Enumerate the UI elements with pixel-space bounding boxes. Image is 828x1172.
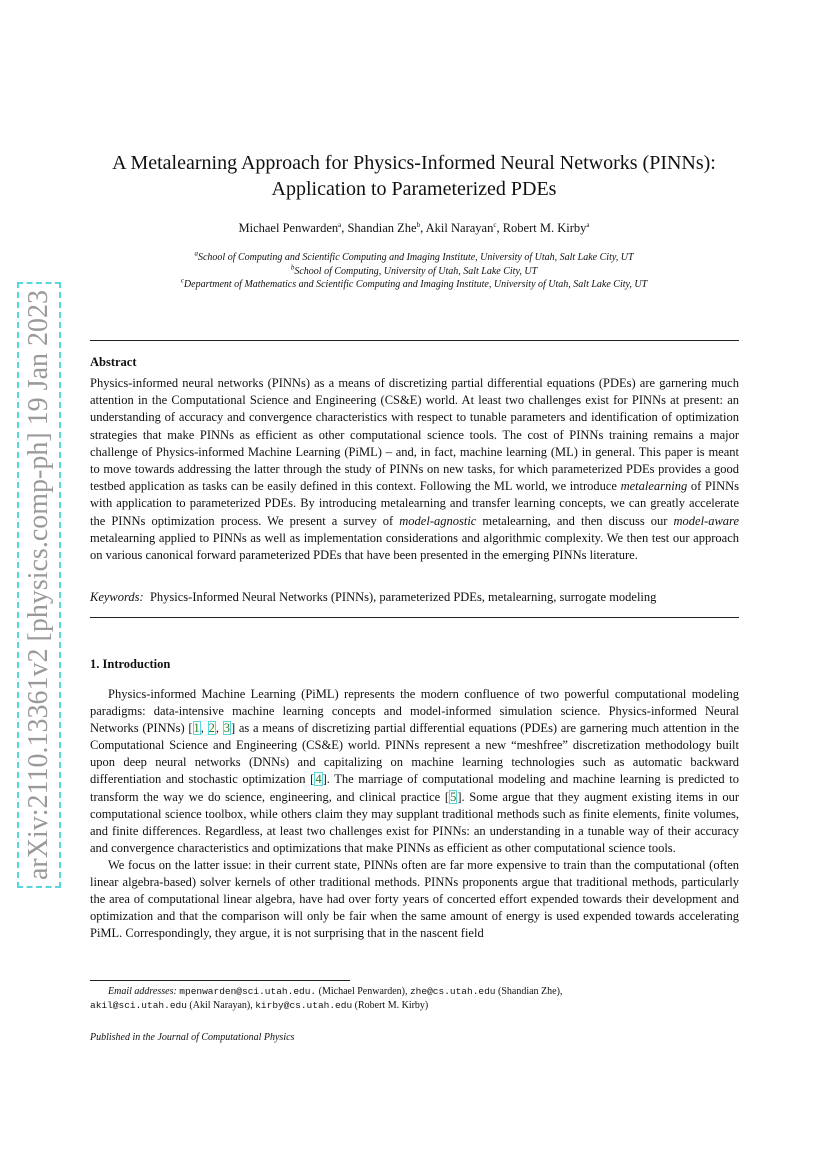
publication-note: Published in the Journal of Computational Physics: [90, 1032, 295, 1043]
affiliation-mark: a: [338, 220, 342, 229]
citation-link[interactable]: 2: [208, 721, 215, 736]
affiliations: [80, 251, 748, 292]
citation-link[interactable]: 3: [223, 721, 230, 736]
introduction-body: [90, 686, 739, 942]
keywords-label: Keywords:: [90, 590, 144, 604]
author-name: Akil Narayan: [425, 221, 494, 235]
abstract-text: Physics-informed neural networks (PINNs) as a means of discretizing partial differential equations (PDEs) are garnering much attention in the Computational Science and Engineering (CS&E) world. At least two challenges exist for PINNs at present: an understanding of accuracy and convergence characteristics with respect to tunable parameters and identification of optimization strategies that make PINNs as efficient as other computational science tools. The cost of PINNs training remains a major challenge of Physics-informed Machine Learning (PiML) – and, in fact, machine learning (ML) in general. This paper is meant to move towards addressing the latter through the study of PINNs on new tasks, for which parameterized PDEs provides a good testbed application as tasks can be easily defined in this context. Following the ML world, we introduce metalearning of PINNs with application to parameterized PDEs. By introducing metalearning and transfer learning concepts, we can greatly accelerate the PINNs optimization process. We present a survey of model-agnostic metalearning, and then discuss our model-aware metalearning applied to PINNs as well as implementation considerations and algorithmic complexity. We then test our approach on various canonical forward parameterized PDEs that have been presented in the emerging PINNs literature.: [90, 376, 739, 563]
arxiv-watermark[interactable]: [12, 0, 66, 1172]
affiliation-mark: b: [416, 220, 421, 229]
affiliation-b: $^b$School of Computing, University of Utah, Salt Lake City, UT: [290, 263, 538, 277]
email-link[interactable]: mpenwarden@sci.utah.edu.: [179, 986, 317, 997]
footnote-rule: [90, 980, 350, 981]
abstract-top-rule: [90, 340, 739, 341]
arxiv-identifier[interactable]: arXiv:2110.13361v2 [physics.comp-ph] 19 Jan 2023: [23, 290, 54, 880]
paper-title: [80, 150, 748, 202]
section-heading-introduction: 1. Introduction: [90, 657, 171, 671]
email-link[interactable]: akil@sci.utah.edu: [90, 1000, 187, 1011]
affiliation-mark: c: [493, 220, 497, 229]
affiliation-mark: a: [586, 220, 590, 229]
citation-link[interactable]: 1: [193, 721, 200, 736]
email-link[interactable]: zhe@cs.utah.edu: [409, 986, 496, 997]
author-name: Shandian Zhe: [347, 221, 417, 235]
introduction-paragraph-2: We focus on the latter issue: in their current state, PINNs often are far more expensive to train than the computational (often linear algebra-based) solver kernels of other traditional methods. PINNs proponents argue that traditional methods, particularly the area of computational linear algebra, have had over forty years of concerted effort expended towards their development and optimization and that the comparison will only be fair when the same amount of energy is used expended towards accelerating PiML. Correspondingly, they argue, it is not surprising that in the nascent field: [90, 857, 739, 941]
author-list: Michael Penwarden$^a$, Shandian Zhe$^b$, Akil Narayan$^c$, Robert M. Kirby$^a$: [238, 220, 590, 235]
keywords: [90, 590, 739, 605]
abstract-heading: Abstract: [90, 355, 137, 369]
footnote-emails: Email addresses: mpenwarden@sci.utah.edu. (Michael Penwarden), zhe@cs.utah.edu (Shandian Zhe), akil@sci.utah.edu (Akil Narayan), kirby@cs.utah.edu (Robert M. Kirby): [90, 986, 563, 1011]
title-line-1: A Metalearning Approach for Physics-Informed Neural Networks (PINNs):: [112, 152, 716, 174]
citation-link[interactable]: 4: [315, 772, 322, 787]
affiliation-c: $^c$Department of Mathematics and Scientific Computing and Imaging Institute, University of Utah, Salt Lake City, UT: [180, 276, 648, 290]
abstract-bottom-rule: [90, 617, 739, 618]
keywords-text: Physics-Informed Neural Networks (PINNs), parameterized PDEs, metalearning, surrogate modeling: [149, 590, 657, 604]
author-name: Michael Penwarden: [238, 221, 339, 235]
author-name: Robert M. Kirby: [502, 221, 587, 235]
introduction-paragraph-1: Physics-informed Machine Learning (PiML) represents the modern confluence of two powerful computational modeling paradigms: data-intensive machine learning concepts and model-informed simulation science. Physics-informed Neural Networks (PINNs) [1, 2, 3] as a means of discretizing partial differential equations (PDEs) are garnering much attention in the Computational Science and Engineering (CS&E) world. PINNs represent a new “meshfree” discretization methodology built upon deep neural networks (DNNs) and capitalizing on machine learning technologies such as automatic backward differentiation and stochastic optimization [4]. The marriage of computational modeling and machine learning is predicted to transform the way we do science, engineering, and clinical practice [5]. Some argue that they augment existing items in our computational science toolbox, while others claim they may supplant traditional methods such as finite elements, finite volumes, and finite differences. Regardless, at least two challenges exist for PINNs: an understanding in a tunable way of their accuracy and convergence characteristics and optimizations that make PINNs as efficient as other computational science tools.: [90, 687, 740, 855]
affiliation-a: $^a$School of Computing and Scientific Computing and Imaging Institute, University of Utah, Salt Lake City, UT: [194, 249, 634, 263]
citation-link[interactable]: 5: [450, 789, 457, 804]
title-line-2: Application to Parameterized PDEs: [271, 178, 557, 200]
email-link[interactable]: kirby@cs.utah.edu: [255, 1000, 353, 1011]
